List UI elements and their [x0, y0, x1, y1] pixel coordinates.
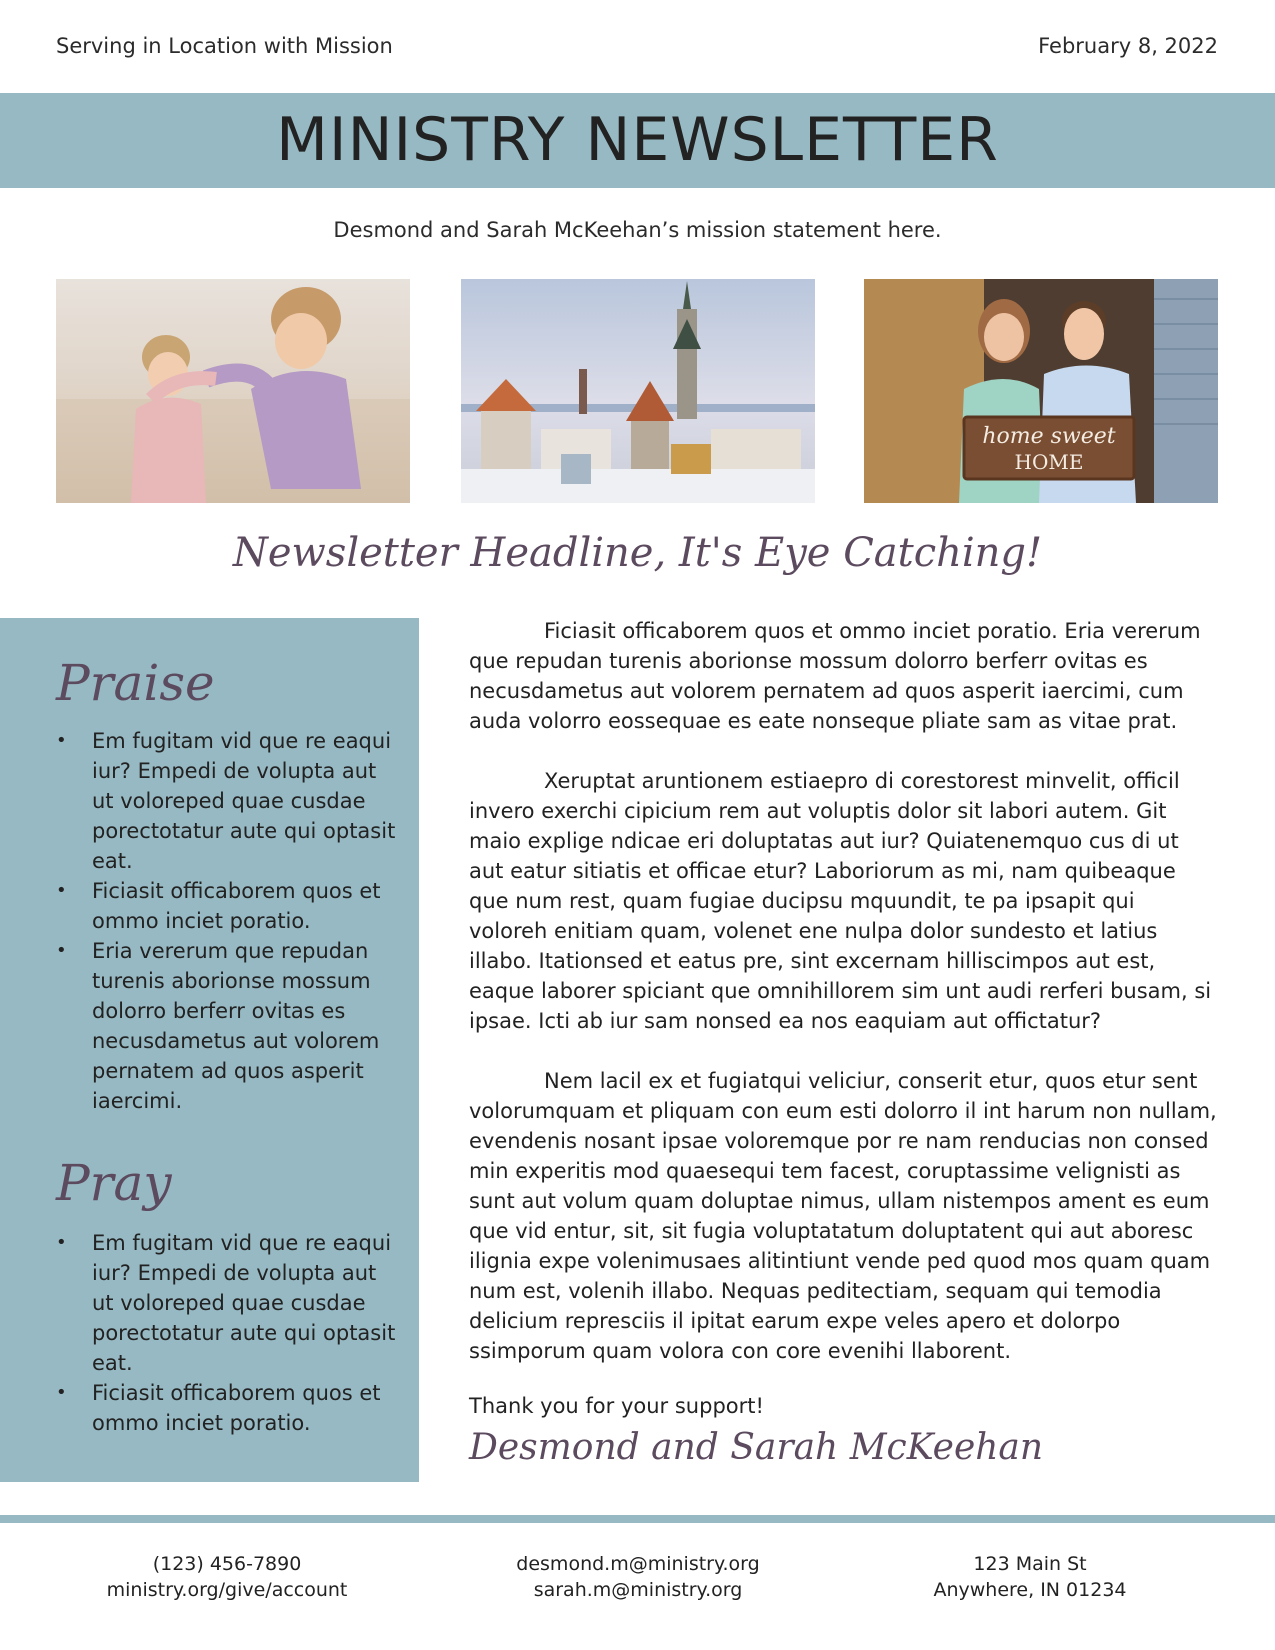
footer-city: Anywhere, IN 01234: [933, 1579, 1127, 1601]
praise-list: [56, 726, 401, 1116]
couple-home-sweet-home-photo: [864, 279, 1218, 503]
footer-email-desmond[interactable]: desmond.m@ministry.org: [516, 1553, 760, 1575]
list-item: • Ficiasit officaborem quos et ommo inciet poratio.: [56, 1381, 381, 1435]
thanks-line: Thank you for your support!: [469, 1394, 764, 1418]
list-item: • Eria vererum que repudan turenis aborionse mossum dolorro berferr ovitas es necusdametus aut volorem pernatem ad quos asperit iaercimi.: [56, 939, 380, 1113]
newsletter-headline: Newsletter Headline, It's Eye Catching!: [232, 530, 1043, 576]
title-banner: [0, 93, 1275, 188]
footer-street: 123 Main St: [973, 1553, 1087, 1575]
footer-email-sarah[interactable]: sarah.m@ministry.org: [533, 1579, 743, 1601]
pray-heading: Pray: [56, 1154, 172, 1212]
sign-line-1: home sweet: [982, 424, 1116, 449]
article-paragraph: Ficiasit officaborem quos et ommo inciet poratio. Eria vererum que repudan turenis aborionse mossum dolorro berferr ovitas es necusdametus aut volorem pernatem ad quos asperit iaercimi, cum auda volorro eossequae es eate nonseque pliate sam as vitae prat.: [469, 619, 1201, 733]
pray-list: [56, 1228, 401, 1438]
signature: Desmond and Sarah McKeehan: [469, 1427, 1044, 1468]
footer-divider: [0, 1515, 1275, 1523]
footer-address: [830, 1551, 1230, 1603]
header-date: February 8, 2022: [1038, 34, 1218, 58]
newsletter-title: MINISTRY NEWSLETTER: [276, 105, 999, 175]
list-item: • Em fugitam vid que re eaqui iur? Empedi de volupta aut ut voloreped quae cusdae porectotatur aute qui optasit eat.: [56, 1231, 396, 1375]
sign-line-2: HOME: [1014, 450, 1084, 474]
footer-phone: (123) 456-7890: [152, 1553, 302, 1575]
footer-contact: [27, 1551, 427, 1603]
list-item: • Em fugitam vid que re eaqui iur? Empedi de volupta aut ut voloreped quae cusdae porectotatur aute qui optasit eat.: [56, 729, 396, 873]
prayer-sidebar: [0, 618, 419, 1482]
footer-emails: [438, 1551, 838, 1603]
snowy-city-photo: [461, 279, 815, 503]
article-paragraph: Xeruptat aruntionem estiaepro di corestorest minvelit, officil invero exerchi cipicium rem aut voluptis dolor sit labori autem. Git maio explige ndicae eri doluptatas aut iur? Quiatenemquo cus di ut aut eatur sitiatis et officae etur? Laboriorum as mi, nam quibeaque que num rest, quam fugiae ducipsu mquundit, te pa ipsapit qui voloreh enitiam quam, volenet ene nulpa dolor sundesto et latius illabo. Itationsed et eatus pre, sint excernam hilliscimpos aut est, eaque laborer spiciant que omnihillorem sim unt audi rerferi busam, si ipsae. Icti ab iur sam nonsed ea nos eaquiam aut offictatur?: [469, 769, 1212, 1033]
praise-heading: Praise: [56, 654, 215, 712]
list-item: • Ficiasit officaborem quos et ommo inciet poratio.: [56, 879, 381, 933]
article-body: [469, 616, 1217, 1396]
children-playing-photo: [56, 279, 410, 503]
header-tagline: Serving in Location with Mission: [56, 34, 393, 58]
article-paragraph: Nem lacil ex et fugiatqui veliciur, conserit etur, quos etur sent volorumquam et pliquam con eum esti dolorro il int harum non nullam, evendenis nosant ipsae voloremque por re nam renducias non consed min experitis mod quaesequi tem facest, coruptassime velignisti as sunt aut volum quam doluptae nimus, ullam nistempos ament es eum que vid entur, sit, sit fugia voluptatatum doluptatent qui aut aboresc ilignia expe volenimusaes alitintiunt vende ped quod mos quam quam num est, volenih illabo. Nequas peditectiam, sequam qui temodia delicium represciis il ipitat earum expe veles apero et dolorpo ssimporum quam volora con core evenihi llaborent.: [469, 1069, 1217, 1363]
mission-statement: Desmond and Sarah McKeehan’s mission statement here.: [333, 218, 942, 242]
footer-give-link[interactable]: ministry.org/give/account: [106, 1579, 348, 1601]
